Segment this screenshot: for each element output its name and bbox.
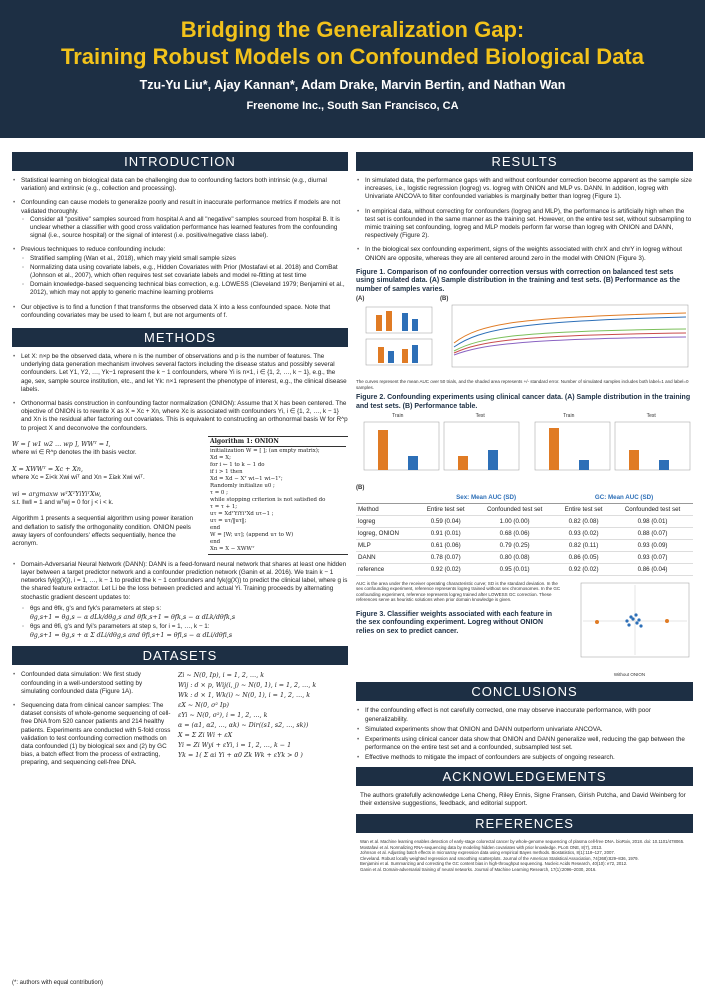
conclusion-2: • Simulated experiments show that ONION and DANN outperform univariate ANCOVA. — [356, 726, 693, 734]
algorithm-line: while stopping criterion is not satisfied do — [210, 496, 326, 503]
simulation-equation: Zi ~ N(0, Ip), i = 1, 2, …, k — [178, 672, 265, 680]
table-cell: 0.80 (0.08) — [474, 551, 555, 563]
algorithm-line: Xd = Xd − Xᵀ wi−1 wi−1ᵀ; — [210, 475, 283, 482]
table-cell: 0.68 (0.06) — [474, 527, 555, 539]
figure-1 — [356, 297, 693, 377]
figure-1a-label: (A) — [356, 296, 365, 303]
table-cell: DANN — [356, 551, 417, 563]
figure-1-caption: Figure 1. Comparison of no confounder correction versus with correction on balanced test sets using simulated data. (A) Sample distribution in the training and test sets. (B) Performance as the number of samples varies. — [356, 268, 680, 293]
methods-list — [12, 353, 348, 433]
reference-item: Wan et al. Machine learning enables detection of early-stage colorectal cancer by whole-genome sequencing of plasma cell-free DNA. bioRxiv, 2018. doi: 10.1101/478065. — [360, 838, 685, 844]
methods-math-block — [12, 436, 348, 555]
poster-header — [0, 0, 705, 138]
introduction-list — [12, 177, 348, 320]
reference-item: Benjamini et al. Summarizing and correcting the GC content bias in high-throughput sequencing. Nucleic Acids Research, 40(10): e72, 2012. — [360, 861, 628, 867]
acknowledgements-text: The authors gratefully acknowledge Lena Cheng, Riley Ennis, Signe Fransen, Girish Putcha, and David Weinberg for their extensive suggestions, feedback, and editorial support. — [360, 791, 686, 807]
figure-3-caption: Figure 3. Classifier weights associated with each feature in the sex confounding experiment. Logreg without ONION relies on sex to predict cancer. — [356, 610, 553, 635]
table-cell: MLP — [356, 539, 417, 551]
figure-3-xlabel: Without ONION — [613, 671, 646, 677]
performance-table — [356, 492, 693, 576]
figure-2a-gc — [527, 414, 692, 484]
figure-1a — [356, 297, 436, 377]
table-cell: 0.88 (0.07) — [612, 527, 693, 539]
simulation-equation: X = Σ Zi Wi + εX — [178, 732, 233, 740]
datasets-block — [12, 671, 348, 773]
algorithm-line: end — [210, 538, 221, 545]
methods-heading: METHODS — [12, 328, 348, 347]
methods-equations — [12, 436, 202, 555]
table-cell: 0.86 (0.05) — [555, 551, 612, 563]
algorithm-line: τ = τ + 1; — [210, 503, 238, 510]
table-cell: 0.78 (0.07) — [417, 551, 474, 563]
figure-2-note: AUC is the area under the receiver operating characteristic curve; SD is the standard deviation. In the sex confounding experiment, reference represents logreg trained without sex chromosomes. In the GC confounding experiment, reference represents logreg trained after LOWESS GC correction. These references serve as heuristic solutions when prior domain knowledge is given. — [356, 580, 561, 603]
table-cell: 0.91 (0.01) — [417, 527, 474, 539]
table-header: Method — [356, 503, 417, 515]
intro-sub-4: ◦ Domain knowledge-based sequencing technical bias correction, e.g. LOWESS (Cleveland 1979; Benjamini et al., 2012), which may not apply to generic machine learning problems — [21, 281, 348, 297]
algorithm-line: if i > 1 then — [210, 468, 243, 475]
results-heading: RESULTS — [356, 152, 693, 171]
simulation-equation: εYi ~ N(0, σ²), i = 1, 2, …, k — [178, 712, 268, 720]
results-bullet-2: • In empirical data, without correcting for confounders (logreg and MLP), the performance is artificially high when the test set is confounded in the same manner as the training set. However, on the entire test set, without subsampling to mimic training set confounding, logreg and MLP models perform far worse than logreg with ONION and DANN, respectively (Figure 2). — [356, 208, 693, 241]
figure-2a-sex-plot — [356, 420, 521, 480]
methods-list-2 — [12, 561, 348, 640]
datasets-list — [12, 671, 172, 773]
intro-sublist-1 — [21, 216, 348, 241]
figure-1a-plot — [356, 303, 436, 375]
conclusion-3: • Experiments using clinical cancer data show that ONION and DANN generalize well, reducing the gap between the performance on the entire test set and a confounded, subsampled test set. — [356, 736, 693, 752]
conclusion-4: • Effective methods to mitigate the impact of confounders are subjects of ongoing research. — [356, 754, 693, 762]
eq-decomp-note: where Xc = Σi<k Xwi wiᵀ and Xn = Σi≥k Xwi wiᵀ. — [12, 474, 145, 482]
dann-text: Domain-Adversarial Neural Network (DANN): DANN is a feed-forward neural network that shares at least one hidden layer between a target predictor network and a confounder prediction network (Ganin et al. 2016). We train k − 1 networks fyi(g(X)), i = 1, …, k − 1 to predict the k − 1 confounders and fyk(g(X)) to predict the clinical label, where g is the shared feature extractor. Let Li be the loss between predicted and actual Yi. Training proceeds by alternating stochastic gradient descent updates to: — [21, 560, 348, 601]
table-row — [356, 527, 693, 539]
simulation-equations — [178, 671, 348, 773]
figure-1-note: The curves represent the mean AUC over 50 trials, and the shaded area represents +/- standard error. Number of simulated samples includes both label=1 and label=0 samples. — [356, 379, 689, 390]
table-header: Confounded test set — [474, 503, 555, 515]
table-cell: 0.82 (0.08) — [555, 515, 612, 527]
simulation-equation: Yi = Zi Wyi + εYi, i = 1, 2, …, k − 1 — [178, 742, 292, 750]
figure-2a-gc-plot — [527, 420, 692, 480]
dataset-clinical: • Sequencing data from clinical cancer samples: The dataset consists of whole-genome sequencing of cell-free DNA from 520 cancer patients and 214 healthy patients. Experiments are conducted with 5-fold cross validation to test confounding correction methods on data confounded (1) by biological sex and (2) by GC bias, a batch effect from the process of extracting, preparing, and sequencing cell-free DNA. — [12, 702, 172, 768]
simulation-equation: Wij : d × p, Wij(i, j) ~ N(0, 1), i = 1, 2, …, k — [178, 682, 317, 690]
table-cell: 0.61 (0.06) — [417, 539, 474, 551]
reference-item: Johnson et al. Adjusting batch effects in microarray expression data using empirical Bayes methods. Biostatistics, 8(1):118–127, 2007. — [360, 850, 615, 856]
algorithm-line: Xd = X; — [210, 454, 231, 461]
simulation-equation: α = (α1, α2, …, αk) ~ Dir((s1, s2, …, sk)) — [178, 722, 309, 730]
conclusions-list — [356, 707, 693, 762]
acknowledgements-heading: ACKNOWLEDGEMENTS — [356, 767, 693, 786]
table-row — [356, 551, 693, 563]
intro-bullet-2 — [12, 199, 348, 240]
references-heading: REFERENCES — [356, 814, 693, 833]
left-column — [12, 152, 348, 774]
figure-2b-label: (B) — [356, 485, 365, 492]
sex-train-title: Train — [392, 413, 404, 420]
intro-bullet-4: • Our objective is to find a function f that transforms the observed data X into a less confounded space. Note that confounding covariates may be used to learn f, but are not arguments of f. — [12, 304, 348, 320]
table-cell: 0.93 (0.07) — [612, 551, 693, 563]
table-group-empty — [356, 492, 417, 504]
figure-2-caption: Figure 2. Confounding experiments using clinical cancer data. (A) Sample distribution in the training and test sets. (B) Performance table. — [356, 394, 691, 410]
dann-update-2-text: θgs and θfi, g's and fyi's parameters at step s, for i = 1, …, k − 1: — [30, 623, 210, 631]
figure-3 — [567, 581, 692, 678]
algorithm-line: end — [210, 524, 221, 531]
table-cell: 0.92 (0.02) — [417, 563, 474, 575]
eq-basis: W = [ w1 w2 … wp ], WWᵀ = I, — [12, 440, 111, 448]
reference-item: Ganin et al. Domain-adversarial training of neural networks. Journal of Machine Learning Research, 17(1):2096–2030, 2016. — [360, 866, 597, 872]
table-cell: reference — [356, 563, 417, 575]
table-cell: 0.98 (0.01) — [612, 515, 693, 527]
results-bullet-3: • In the biological sex confounding experiment, signs of the weights associated with chrX and chrY in logreg without ONION are opposite, whereas they are all centered around zero in the model with ONION (Figure 3). — [356, 246, 693, 262]
introduction-heading: INTRODUCTION — [12, 152, 348, 171]
sex-test-title: Test — [475, 413, 485, 420]
title-line-2: Training Robust Models on Confounded Biological Data — [61, 44, 644, 69]
algorithm-line: initialization W = [ ]; (an empty matrix); — [210, 447, 320, 454]
methods-bullet-2: • Orthonormal basis construction in confounding factor normalization (ONION): Assume that X has been centered. The objective of ONION is to rewrite X as X = Xc + Xn, where Xc is associated with confounders Yi, i ∈ {1, 2, …, k − 1} and Xn is the residual after factoring out covariates. This is equivalent to constructing an orthonormal basis W for R^p to project X and deconvolve the confounders. — [12, 400, 348, 433]
table-cell: logreg — [356, 515, 417, 527]
table-cell: 0.79 (0.25) — [474, 539, 555, 551]
table-header-row — [356, 503, 693, 515]
table-row — [356, 539, 693, 551]
table-cell: 0.93 (0.02) — [555, 527, 612, 539]
dann-update-2 — [21, 623, 348, 640]
figure-3-block — [356, 581, 693, 678]
intro-sub-2: ◦ Stratified sampling (Wan et al., 2018), which may yield small sample sizes — [21, 255, 348, 263]
intro-sub-3: ◦ Normalizing data using covariate labels, e.g., Hidden Covariates with Prior (Mostafavi et al. 2018) and ComBat (Johnson et al., 2007), which often requires test set covariate labels and model re-fitting at test time — [21, 264, 348, 280]
results-list — [356, 177, 693, 263]
intro-bullet-3-text: Previous techniques to reduce confounding include: — [21, 246, 166, 254]
figure-3-plot — [567, 581, 692, 667]
table-cell: 0.82 (0.11) — [555, 539, 612, 551]
algorithm-line: W = [W; uτ]; (append uτ to W) — [210, 531, 294, 538]
affiliation: Freenome Inc., South San Francisco, CA — [246, 100, 459, 112]
eq-argmax-note: s.t. ‖w‖ = 1 and wᵀwj = 0 for j < i < k. — [12, 499, 114, 507]
simulation-equation: Yk = 1( Σ αi Yi + α0 Zk Wk + εYk > 0 ) — [178, 752, 303, 760]
dann-update-1-text: θgs and θfk, g's and fyk's parameters at step s: — [30, 604, 162, 612]
table-header: Confounded test set — [612, 503, 693, 515]
intro-sublist-2 — [21, 255, 348, 298]
methods-bullet-1: • Let X: n×p be the observed data, where n is the number of observations and p is the number of features. The underlying data generation mechanism involves several factors including the disease status and possibly several confounders. Let Y1, Y2, …, Yk−1 represent the k − 1 confounders, where Yi is n×1, i ∈ {1, 2, …, k − 1}, e.g., the age, sex, sample source institution, etc., and let Yk: n×1 represent the phenotype of interest, e.g., the clinical disease labels. — [12, 353, 348, 394]
intro-sub-1: ◦ Consider all "positive" samples sourced from hospital A and all "negative" samples sourced from hospital B. It is unclear whether a classifier with good cross validation performance has learned features from the confounding signal (i.e., source hospital) or the signal of interest (i.e. positive/negative class label). — [21, 216, 348, 241]
figure-2a-sex — [356, 414, 521, 484]
dann-updates — [21, 605, 348, 640]
gc-test-title: Test — [646, 413, 656, 420]
dann-update-1 — [21, 605, 348, 622]
algorithm-line: uτ = XdᵀYiYiᵀXd uτ−1 ; — [210, 510, 274, 517]
table-header: Entire test set — [417, 503, 474, 515]
reference-item: Mostafavi et al. Normalizing RNA-sequencing data by modeling hidden covariates with prior knowledge. PLoS ONE, 8(7), 2013. — [360, 844, 603, 850]
table-row — [356, 563, 693, 575]
algorithm-line: Xn = X − XWWᵀ — [210, 545, 255, 552]
table-cell: logreg, ONION — [356, 527, 417, 539]
table-header: Entire test set — [555, 503, 612, 515]
simulation-equation: εX ~ N(0, σ² Ip) — [178, 702, 229, 710]
intro-bullet-1: • Statistical learning on biological data can be challenging due to confounding factors both intrinsic (e.g., diurnal variation) and extrinsic (e.g., collection and processing). — [12, 177, 348, 193]
table-cell: 0.92 (0.02) — [555, 563, 612, 575]
methods-bullet-dann — [12, 561, 348, 640]
table-cell: 1.00 (0.00) — [474, 515, 555, 527]
table-body — [356, 515, 693, 575]
table-cell: 0.59 (0.04) — [417, 515, 474, 527]
algorithm-lines — [210, 448, 346, 553]
intro-bullet-2-text: Confounding can cause models to generalize poorly and result in inaccurate performance metrics if models are not validated thoroughly. — [21, 199, 341, 215]
conclusions-heading: CONCLUSIONS — [356, 682, 693, 701]
intro-bullet-3 — [12, 246, 348, 297]
figure-1b-plot — [440, 303, 690, 375]
figure-2a — [356, 414, 693, 484]
gc-train-title: Train — [563, 413, 575, 420]
poster-title — [0, 0, 705, 70]
algorithm-title: Algorithm 1: ONION — [210, 438, 346, 447]
algorithm-box — [208, 436, 348, 555]
algorithm-line: Randomly initialize u0 ; — [210, 482, 275, 489]
datasets-heading: DATASETS — [12, 646, 348, 665]
eq-decomp: X = XWWᵀ = Xc + Xn, — [12, 466, 83, 474]
algorithm-description: Algorithm 1 presents a sequential algorithm using power iteration and deflation to satisfy the orthogonality condition. ONION peels away layers of confounders' effects sequentially, hence the acronym. — [12, 515, 193, 548]
table-group-row — [356, 492, 693, 504]
group-sex: Sex: Mean AUC (SD) — [417, 492, 555, 504]
reference-item: Cleveland. Robust locally weighted regression and smoothing scatterplots. Journal of the American Statistical Association, 74(368):829–836, 1979. — [360, 855, 639, 861]
right-column — [356, 152, 693, 873]
dataset-sim: • Confounded data simulation: We first study confounding in a well-understood setting by simulating confounded data (Figure 1A). — [12, 671, 172, 696]
table-row — [356, 515, 693, 527]
authors: Tzu-Yu Liu*, Ajay Kannan*, Adam Drake, Marvin Bertin, and Nathan Wan — [139, 78, 566, 92]
results-bullet-1: • In simulated data, the performance gaps with and without confounder correction become apparent as the sample size increases, i.e., logistic regression (logreg) vs. logreg with ONION and MLP vs. DANN. In addition, logreg with Univariate ANCOVA to filter confounded variables is marginally better than logreg (Figure 1). — [356, 177, 693, 202]
dann-update-2-eq: θg,s+1 = θg,s + α Σ dLi/dθg,s and θfi,s+1 = θfi,s − α dLi/dθfi,s — [30, 632, 233, 640]
algorithm-line: for i ← 1 to k − 1 do — [210, 461, 265, 468]
title-line-1: Bridging the Generalization Gap: — [180, 17, 525, 42]
table-cell: 0.93 (0.09) — [612, 539, 693, 551]
equal-contribution-footnote: (*: authors with equal contribution) — [12, 980, 104, 986]
references-list — [356, 839, 693, 873]
simulation-equation: Wk : d × 1, Wk(i) ~ N(0, 1), i = 1, 2, …, k — [178, 692, 311, 700]
figure-3-text — [356, 581, 561, 678]
dann-update-1-eq: θg,s+1 = θg,s − α dLk/dθg,s and θfk,s+1 = θfk,s − α dLk/dθfk,s — [30, 614, 236, 622]
eq-basis-note: where wi ∈ R^p denotes the ith basis vector. — [12, 448, 137, 456]
conclusion-1: • If the confounding effect is not carefully corrected, one may observe inaccurate performance, with poor generalizability. — [356, 707, 693, 723]
eq-argmax: wi = argmaxw wᵀXᵀYiYiᵀXw, — [12, 491, 102, 499]
table-cell: 0.95 (0.01) — [474, 563, 555, 575]
algorithm-line: τ = 0 ; — [210, 489, 228, 496]
figure-1b-label: (B) — [440, 296, 449, 303]
group-gc: GC: Mean AUC (SD) — [555, 492, 693, 504]
table-cell: 0.86 (0.04) — [612, 563, 693, 575]
figure-1b — [440, 297, 693, 377]
algorithm-line: uτ = uτ/‖uτ‖; — [210, 517, 247, 524]
